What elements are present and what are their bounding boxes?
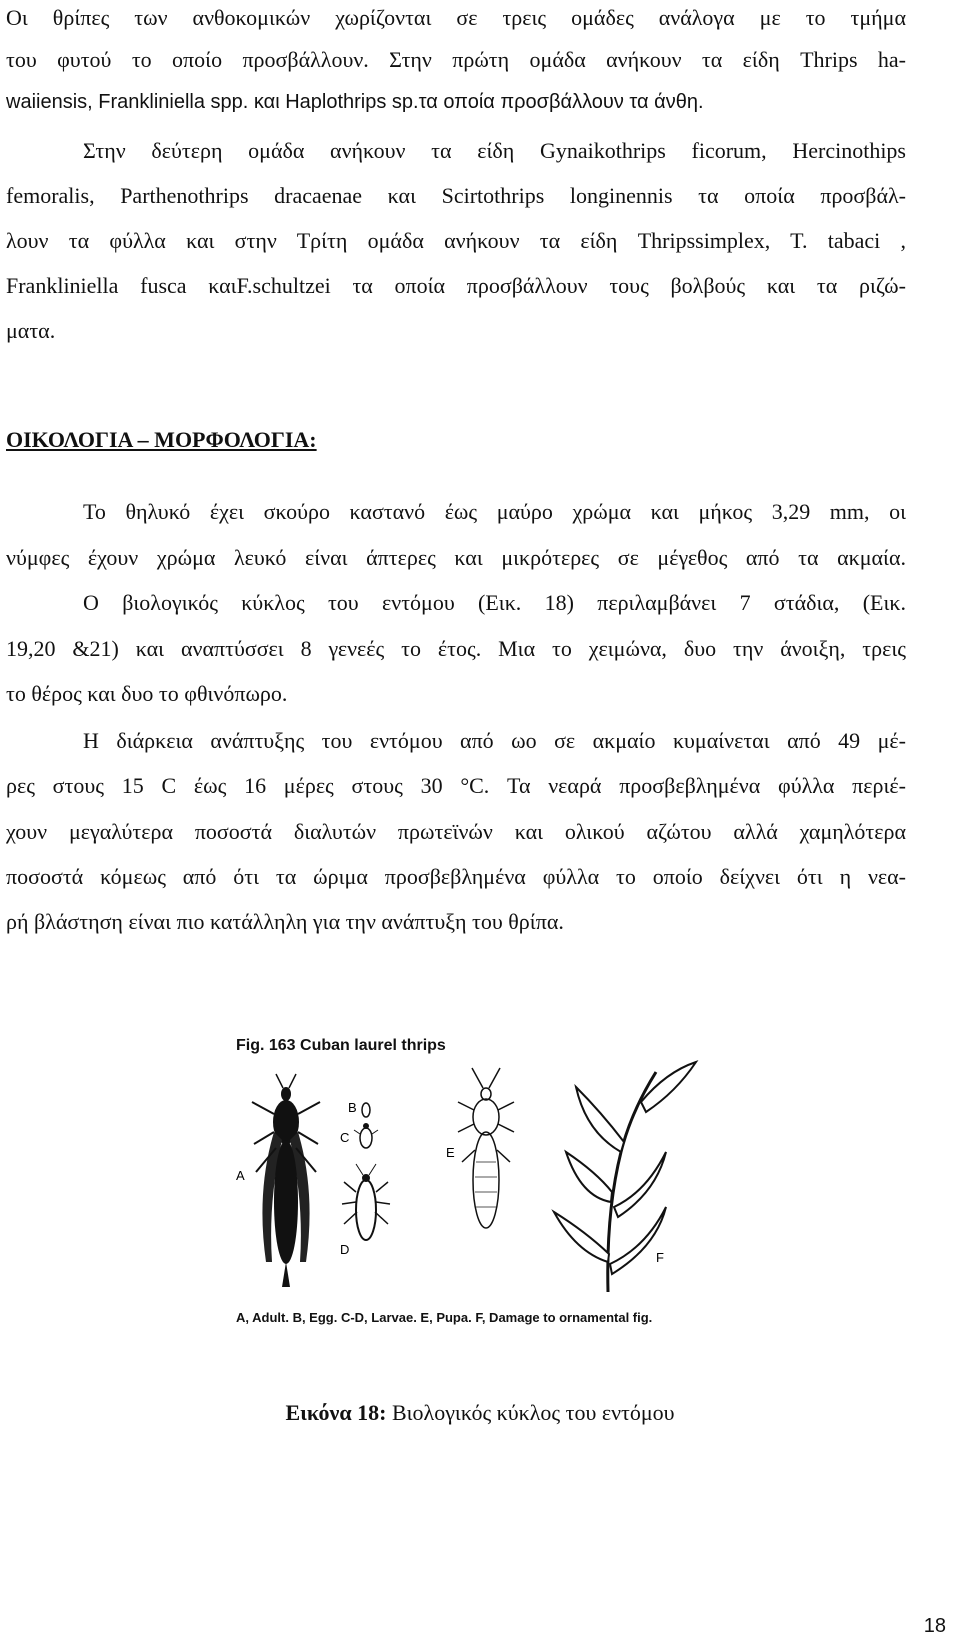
larva-large-drawing xyxy=(342,1164,390,1240)
paragraph2-line-3: λουν τα φύλλα και στην Τρίτη ομάδα ανήκουν τα είδη Thripssimplex, T. tabaci , xyxy=(6,228,906,253)
paragraph4-line-1: Η διάρκεια ανάπτυξης του εντόμου από ωο σε ακμαίο κυμαίνεται από 49 μέ- xyxy=(83,728,906,753)
page-number: 18 xyxy=(923,1615,946,1637)
pupa-drawing xyxy=(458,1068,514,1228)
paragraph3-line-4: 19,20 &21) και αναπτύσσει 8 γενεές το έτος. Μια το χειμώνα, δυο την άνοιξη, τρεις xyxy=(6,636,906,661)
paragraph4-line-2: ρες στους 15 C έως 16 μέρες στους 30 °C. Τα νεαρά προσβεβλημένα φύλλα περιέ- xyxy=(6,773,906,798)
paragraph2-line-5: ματα. xyxy=(6,318,56,343)
paragraph3-line-5: το θέρος και δυο το φθινόπωρο. xyxy=(6,681,288,706)
paragraph4-line-4: ποσοστά κόμεως από ότι τα ώριμα προσβεβλημένα φύλλα το οποίο δείχνει ότι η νεα- xyxy=(6,864,906,889)
paragraph3-line-1: Το θηλυκό έχει σκούρο καστανό έως μαύρο χρώμα και μήκος 3,29 mm, οι xyxy=(83,499,906,524)
label-b: B xyxy=(348,1100,357,1115)
label-d: D xyxy=(340,1242,350,1257)
label-a: A xyxy=(236,1168,245,1183)
thrips-life-cycle-figure xyxy=(236,1032,706,1327)
paragraph4-line-5: ρή βλάστηση είναι πιο κατάλληλη για την ανάπτυξη του θρίπα. xyxy=(6,909,564,934)
label-e: E xyxy=(446,1145,455,1160)
egg-drawing xyxy=(362,1103,370,1117)
larva-small-drawing xyxy=(354,1123,378,1148)
section-heading: ΟΙΚΟΛΟΓΙΑ – ΜΟΡΦΟΛΟΓΙΑ: xyxy=(6,427,317,452)
damaged-fig-branch-drawing xyxy=(554,1062,696,1292)
paragraph3-line-3: Ο βιολογικός κύκλος του εντόμου (Εικ. 18) περιλαμβάνει 7 στάδια, (Εικ. xyxy=(83,590,906,615)
paragraph4-line-3: χουν μεγαλύτερα ποσοστά διαλυτών πρωτεϊνών και ολικού αζώτου αλλά χαμηλότερα xyxy=(6,819,906,844)
paragraph2-line-2: femoralis, Parthenothrips dracaenae και Scirtothrips longinennis τα οποία προσβάλ- xyxy=(6,183,906,208)
paragraph1-line-3: waiiensis, Frankliniella spp. και Haplothrips sp.τα οποία προσβάλλουν τα άνθη. xyxy=(6,91,704,113)
figure-illustration xyxy=(236,1032,706,1327)
adult-thrips-drawing xyxy=(252,1074,320,1287)
paragraph2-line-4: Frankliniella fusca καιF.schultzei τα οποία προσβάλλουν τους βολβούς και τα ριζώ- xyxy=(6,273,906,298)
figure-legend: A, Adult. B, Egg. C-D, Larvae. E, Pupa. F, Damage to ornamental fig. xyxy=(236,1310,653,1325)
paragraph1-line-1: Οι θρίπες των ανθοκομικών χωρίζονται σε τρεις ομάδες ανάλογα με το τμήμα xyxy=(6,5,906,30)
paragraph1-line-2: του φυτού το οποίο προσβάλλουν. Στην πρώτη ομάδα ανήκουν τα είδη Thrips ha- xyxy=(6,47,906,72)
paragraph2-line-1: Στην δεύτερη ομάδα ανήκουν τα είδη Gynaikothrips ficorum, Hercinothips xyxy=(83,138,906,163)
figure-title: Fig. 163 Cuban laurel thrips xyxy=(236,1037,446,1054)
label-f: F xyxy=(656,1250,664,1265)
caption-prefix: Εικόνα 18: xyxy=(285,1400,387,1425)
figure-caption xyxy=(0,1400,960,1426)
label-c: C xyxy=(340,1130,350,1145)
paragraph3-line-2: νύμφες έχουν χρώμα λευκό είναι άπτερες και μικρότερες σε μέγεθος από τα ακμαία. xyxy=(6,545,906,570)
caption-text: Βιολογικός κύκλος του εντόμου xyxy=(386,1400,675,1425)
